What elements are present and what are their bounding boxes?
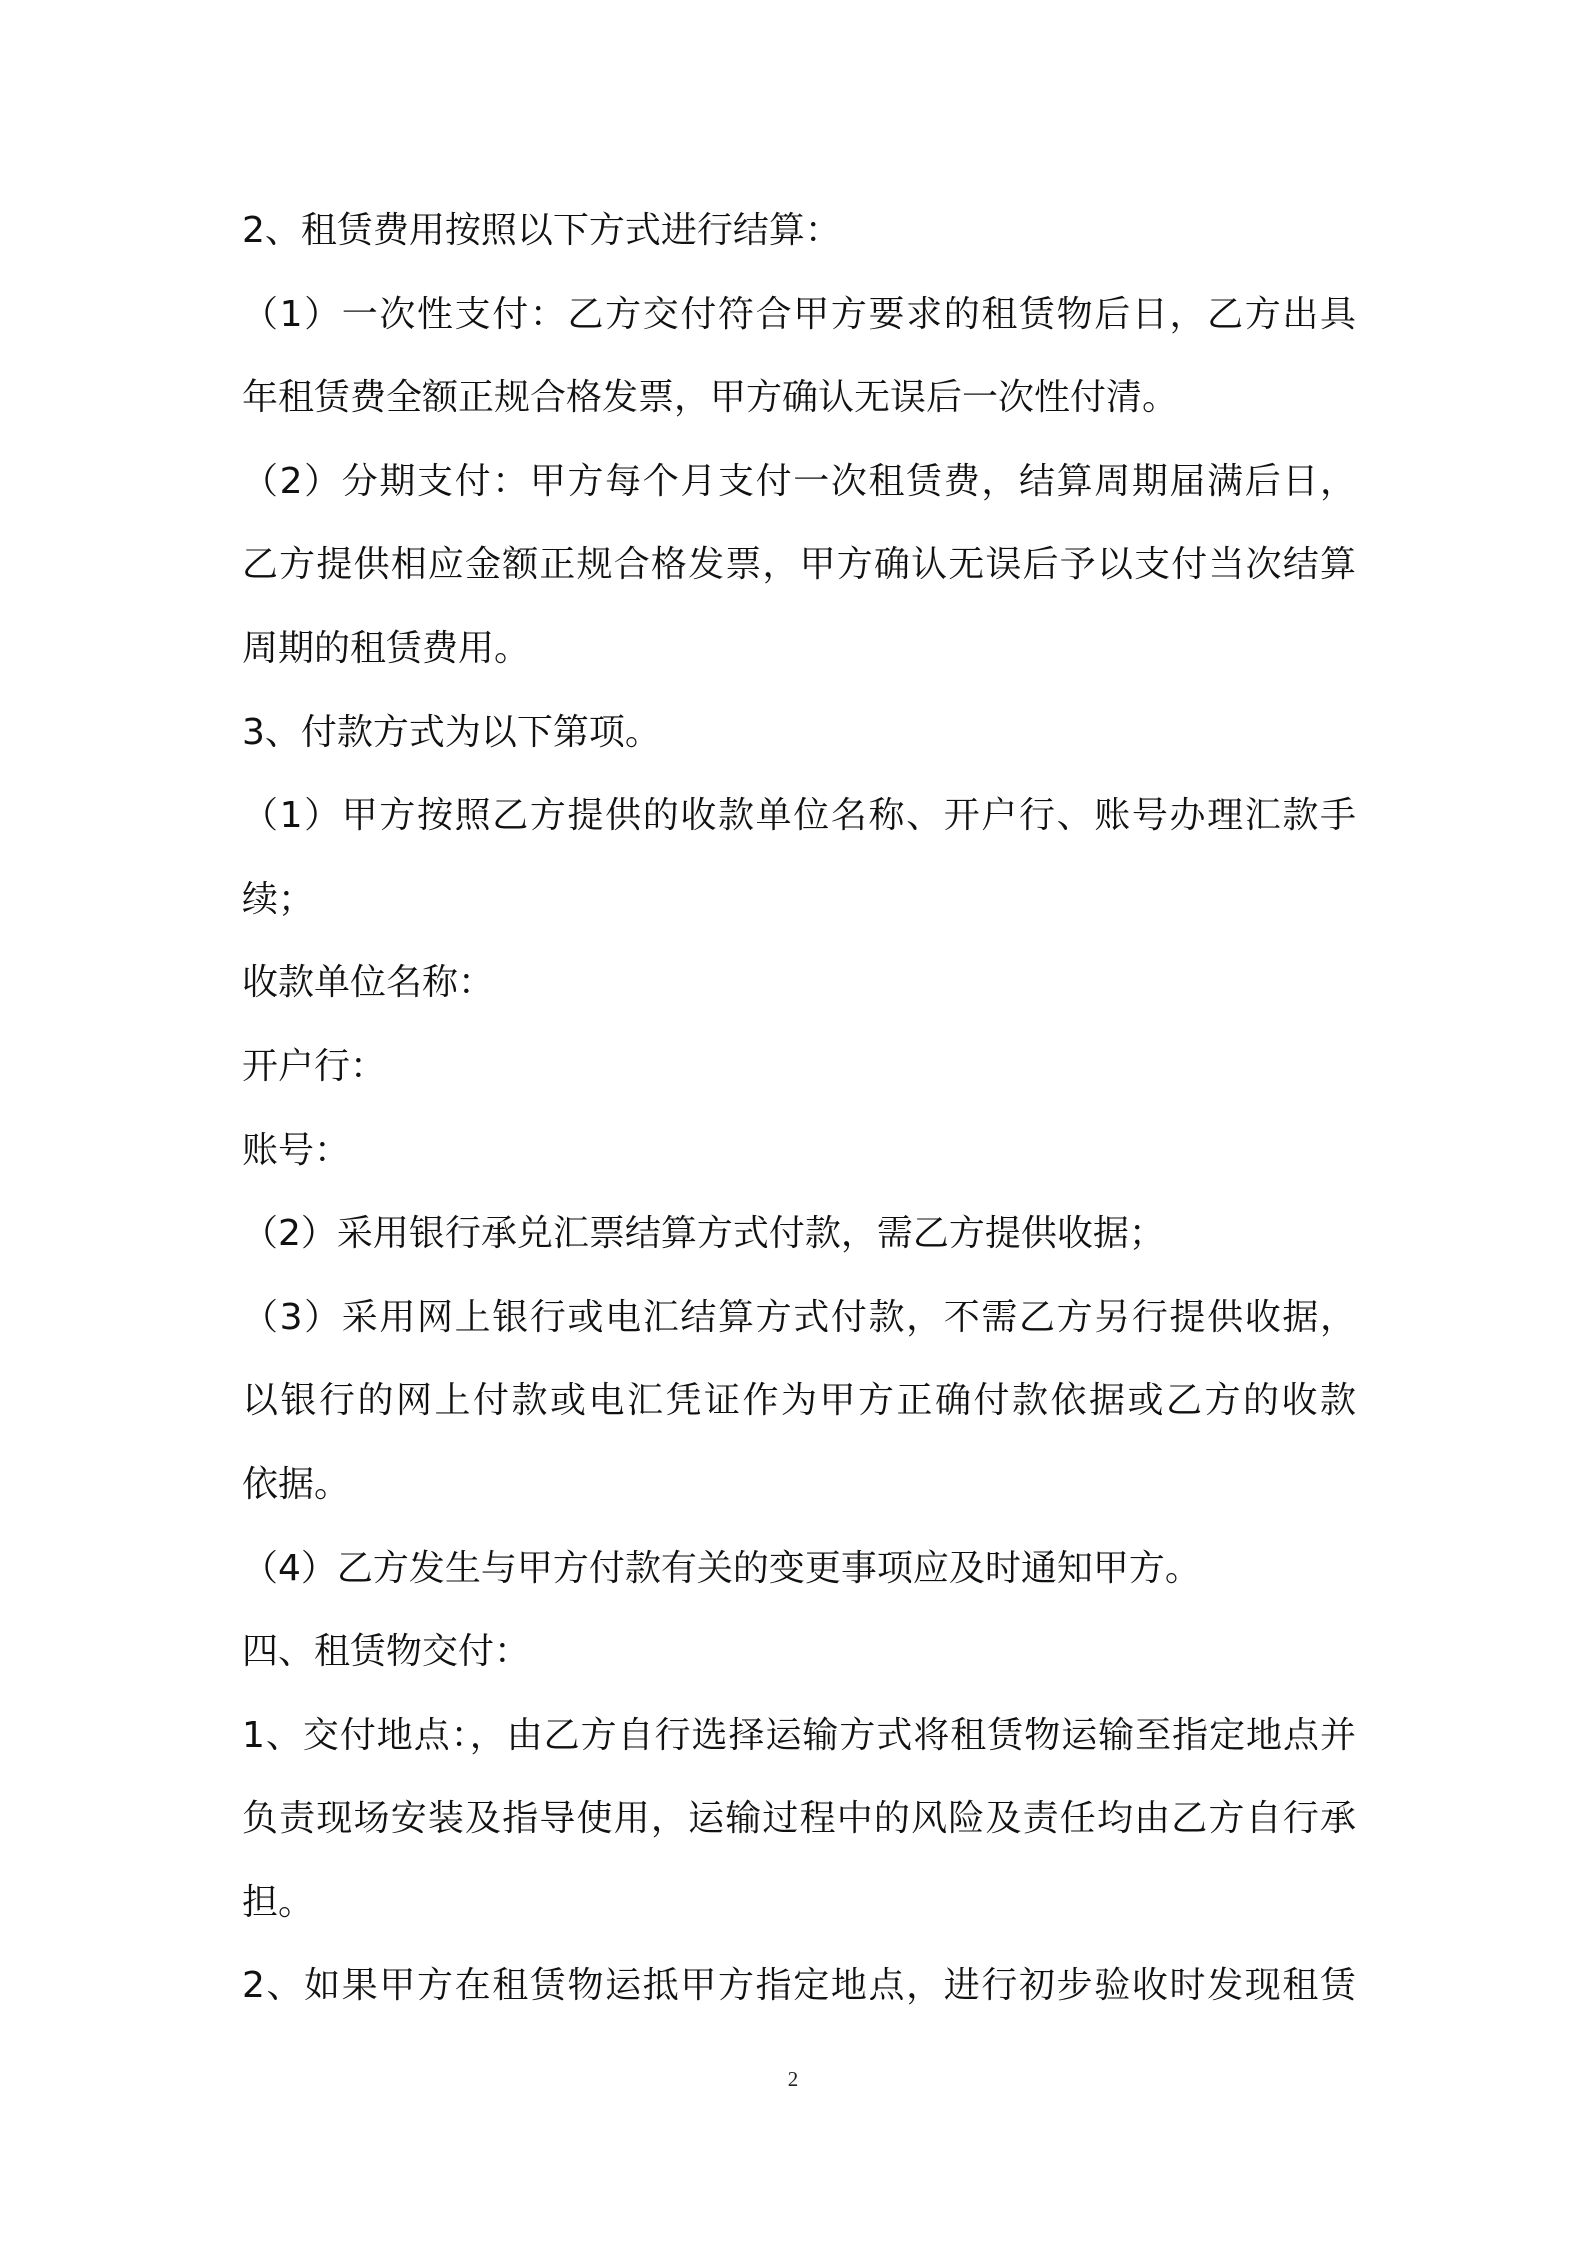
- text-line: 2、如果甲方在租赁物运抵甲方指定地点，进行初步验收时发现租赁: [242, 1965, 1356, 2007]
- page-number: 2: [787, 2067, 799, 2091]
- text-line: 负责现场安装及指导使用，运输过程中的风险及责任均由乙方自行承: [242, 1798, 1356, 1840]
- text-line: 周期的租赁费用。: [242, 627, 531, 669]
- text-line: 以银行的网上付款或电汇凭证作为甲方正确付款依据或乙方的收款: [242, 1380, 1356, 1422]
- text-line: 2、租赁费用按照以下方式进行结算：: [242, 210, 841, 251]
- document-body: [242, 189, 1356, 2028]
- text-line: 3、付款方式为以下第项。: [242, 711, 661, 753]
- text-line: 年租赁费全额正规合格发票，甲方确认无误后一次性付清。: [242, 377, 1179, 419]
- section-heading: 四、租赁物交付：: [242, 1631, 531, 1673]
- text-line: 账号：: [242, 1129, 351, 1171]
- text-line: 续；: [242, 878, 315, 920]
- text-line: （1）甲方按照乙方提供的收款单位名称、开户行、账号办理汇款手: [242, 795, 1356, 837]
- text-line: 1、交付地点：，由乙方自行选择运输方式将租赁物运输至指定地点并: [242, 1714, 1356, 1756]
- text-line: （2）采用银行承兑汇票结算方式付款，需乙方提供收据；: [242, 1213, 1165, 1255]
- text-line: （3）采用网上银行或电汇结算方式付款，不需乙方另行提供收据，: [242, 1296, 1356, 1338]
- text-line: （1）一次性支付：乙方交付符合甲方要求的租赁物后日，乙方出具: [242, 293, 1356, 335]
- text-line: 乙方提供相应金额正规合格发票，甲方确认无误后予以支付当次结算: [242, 544, 1356, 586]
- text-line: 担。: [242, 1881, 315, 1923]
- text-line: （4）乙方发生与甲方付款有关的变更事项应及时通知甲方。: [242, 1547, 1201, 1589]
- text-line: 依据。: [242, 1463, 351, 1505]
- text-line: （2）分期支付：甲方每个月支付一次租赁费，结算周期届满后日，: [242, 460, 1356, 502]
- text-line: 开户行：: [242, 1045, 387, 1087]
- text-line: 收款单位名称：: [242, 962, 495, 1004]
